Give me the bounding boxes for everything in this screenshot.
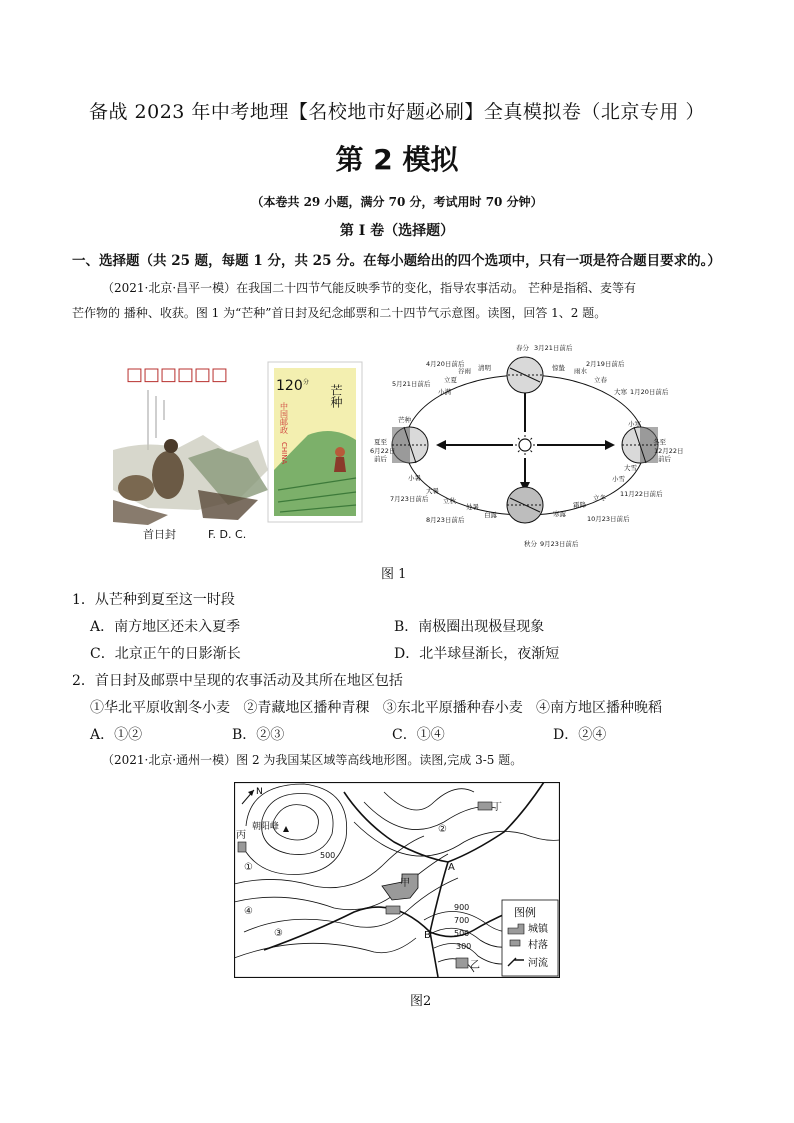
legend-village-icon [510,940,520,946]
label-c4: ④ [244,906,253,917]
q2-option-d[interactable]: D．②④ [553,727,607,743]
svg-text:秋分: 秋分 [524,540,537,548]
commemorative-stamp [268,362,362,522]
figure2-caption: 图2 [410,994,432,1009]
svg-text:谷雨: 谷雨 [458,367,471,375]
figure2 [234,782,560,978]
svg-text:夏至: 夏至 [374,438,387,446]
exam-note: （本卷共 29 小题，满分 70 分，考试用时 70 分钟） [251,195,543,209]
peak-label: 朝阳峰 [252,822,280,832]
passage1-line1: （2021·北京·昌平一模）在我国二十四节气能反映季节的变化，指导农事活动。 芒种是指稻、麦等有 [102,281,636,295]
figure1 [108,340,708,555]
svg-text:1月20日前后: 1月20日前后 [630,388,669,396]
svg-text:立冬: 立冬 [593,494,606,502]
first-day-cover [113,364,268,541]
contour-label-500: 500 [454,929,470,938]
q1-option-b[interactable]: B．南极圈出现极昼现象 [394,619,545,635]
svg-text:处暑: 处暑 [466,503,479,511]
q1-stem: 1．从芒种到夏至这一时段 [72,592,235,608]
solar-terms-diagram [370,343,684,548]
q2-option-a[interactable]: A．①② [90,727,143,743]
q1-option-c[interactable]: C．北京正午的日影渐长 [90,646,241,662]
village-ding [478,802,492,810]
stamp-name: 芒种 [329,384,343,408]
svg-text:11月22日前后: 11月22日前后 [620,490,663,498]
svg-text:惊蛰: 惊蛰 [552,364,565,372]
svg-text:小雪: 小雪 [612,475,625,483]
svg-text:2月19日前后: 2月19日前后 [586,360,625,368]
svg-text:7月23日前后: 7月23日前后 [390,495,429,503]
svg-text:清明: 清明 [478,364,491,372]
map-legend [502,900,558,976]
svg-text:大雪: 大雪 [624,464,637,472]
stamp-country: 中国邮政 [279,402,289,434]
svg-text:城镇: 城镇 [528,924,548,935]
section-heading: 第 I 卷（选择题） [339,223,455,239]
contour-label-700: 700 [454,916,470,925]
north-label: N [256,787,263,797]
globe-summer [392,427,428,463]
svg-text:图例: 图例 [514,906,536,919]
exam-title: 备战 2023 年中考地理【名校地市好题必刷】全真模拟卷（北京专用 ） [89,101,705,123]
svg-text:8月23日前后: 8月23日前后 [426,516,465,524]
label-c2: ② [438,824,447,835]
svg-text:4月20日前后: 4月20日前后 [426,360,465,368]
globe-spring [507,357,543,393]
svg-text:河流: 河流 [528,958,548,969]
contour-label-500-left: 500 [320,851,336,860]
stamp-value: 120 [276,378,303,394]
contour-label-900: 900 [454,903,470,912]
svg-text:芒种: 芒种 [398,416,411,424]
svg-text:小暑: 小暑 [408,474,421,482]
svg-text:小寒: 小寒 [628,420,641,428]
svg-text:白露: 白露 [484,511,497,519]
svg-text:立春: 立春 [594,376,607,384]
svg-text:大寒: 大寒 [614,388,627,396]
exam-main-title: 第 2 模拟 [335,143,459,176]
figure1-graphic [108,340,708,555]
q1-option-d[interactable]: D．北半球昼渐长，夜渐短 [394,646,560,662]
svg-text:前后: 前后 [658,455,671,463]
svg-text:3月21日前后: 3月21日前后 [534,344,573,352]
svg-text:村落: 村落 [528,940,548,951]
svg-text:12月22日: 12月22日 [654,447,684,455]
q2-option-b[interactable]: B．②③ [232,727,285,743]
q2-items: ①华北平原收割冬小麦 ②青藏地区播种青稞 ③东北平原播种春小麦 ④南方地区播种晚稻 [90,700,663,716]
q2-stem: 2．首日封及邮票中呈现的农事活动及其所在地区包括 [72,673,403,689]
globe-autumn [507,487,543,523]
label-c3: ③ [274,928,283,939]
passage1-line2: 芒作物的 播种、收获。图 1 为“芒种”首日封及纪念邮票和二十四节气示意图。读图，回答 1、2 题。 [72,306,607,320]
svg-text:9月23日前后: 9月23日前后 [540,540,579,548]
label-point-a: A [448,862,455,873]
q2-option-c[interactable]: C．①④ [392,727,445,743]
svg-text:前后: 前后 [374,455,387,463]
label-point-b: B [424,930,431,941]
svg-text:冬至: 冬至 [653,438,666,446]
svg-text:雨水: 雨水 [574,367,587,375]
svg-text:5月21日前后: 5月21日前后 [392,380,431,388]
label-c1: ① [244,862,253,873]
svg-text:大暑: 大暑 [426,487,439,495]
figure1-caption: 图 1 [381,567,407,582]
cover-label: 首日封 [143,528,176,541]
stamp-unit: 分 [303,379,310,386]
village-bing [238,842,246,852]
label-ding: 丁 [492,802,502,813]
village-yi [456,958,468,968]
svg-text:春分: 春分 [516,344,529,352]
svg-text:霜降: 霜降 [573,501,586,509]
label-yi: 乙 [470,960,480,971]
svg-text:10月23日前后: 10月23日前后 [587,515,630,523]
contour-map [234,782,560,978]
passage2: （2021·北京·通州一模）图 2 为我国某区域等高线地形图。读图,完成 3-5 题。 [102,753,523,767]
contour-label-300: 300 [456,942,472,951]
instructions: 一、选择题（共 25 题，每题 1 分，共 25 分。在每小题给出的四个选项中，只有一项是符合题目要求的。） [72,253,721,269]
svg-text:寒露: 寒露 [553,510,566,518]
label-bing: 丙 [236,830,246,841]
label-jia: 甲 [400,878,410,889]
q1-option-a[interactable]: A．南方地区还未入夏季 [90,619,241,635]
stamp-country-en: CHINA [280,442,288,465]
svg-text:小满: 小满 [438,388,451,396]
cover-fdc: F. D. C. [208,528,247,541]
svg-text:立秋: 立秋 [443,497,456,505]
svg-text:立夏: 立夏 [444,376,457,384]
cover-stamp-boxes: □□□□□□ [126,364,229,385]
svg-text:6月22日: 6月22日 [370,447,396,455]
